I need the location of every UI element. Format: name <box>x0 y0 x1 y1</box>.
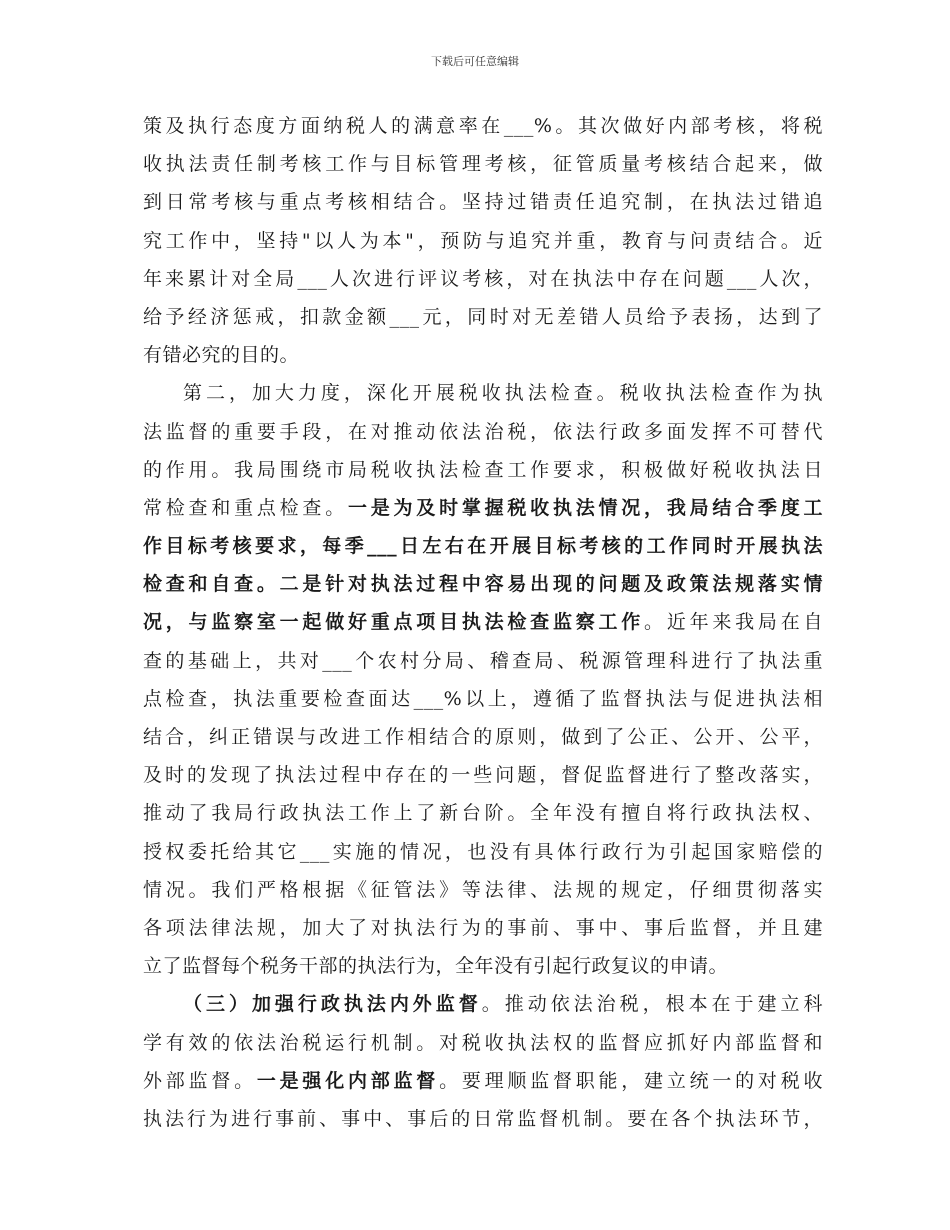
text-line <box>143 909 823 947</box>
text-segment: 收执法责任制考核工作与目标管理考核，征管质量考核结合起来，做 <box>143 153 823 176</box>
text-segment: 究工作中，坚持"以人为本"，预防与追究并重，教育与问责结合。近 <box>143 229 823 252</box>
text-line <box>143 260 823 298</box>
text-line <box>143 451 823 489</box>
text-line <box>143 1100 823 1138</box>
text-line <box>143 374 823 412</box>
text-line <box>143 603 823 641</box>
text-line <box>143 183 823 221</box>
text-segment: 及时的发现了执法过程中存在的一些问题，督促监督进行了整改落实， <box>143 764 823 787</box>
text-line <box>143 527 823 565</box>
text-line <box>143 718 823 756</box>
text-line <box>143 145 823 183</box>
bold-text-segment: 作目标考核要求，每季___日左右在开展目标考核的工作同时开展执法 <box>143 535 823 558</box>
text-segment: 。要理顺监督职能，建立统一的对税收 <box>439 1069 823 1092</box>
text-line <box>143 1062 823 1100</box>
bold-text-segment: 一是为及时掌握税收执法情况，我局结合季度工 <box>347 496 823 519</box>
text-segment: 结合，纠正错误与改进工作相结合的原则，做到了公正、公开、公平， <box>143 726 823 748</box>
text-line <box>143 794 823 832</box>
bold-text-segment: 检查和自查。二是针对执法过程中容易出现的问题及政策法规落实情 <box>143 573 823 596</box>
text-line <box>143 336 823 374</box>
text-segment: 策及执行态度方面纳税人的满意率在___%。其次做好内部考核，将税 <box>143 115 823 137</box>
bold-text-segment: 一是强化内部监督 <box>256 1069 440 1092</box>
text-segment: 到日常考核与重点考核相结合。坚持过错责任追究制，在执法过错追 <box>143 191 823 214</box>
document-body <box>143 107 823 1138</box>
text-line <box>143 871 823 909</box>
text-line <box>143 222 823 260</box>
text-segment: 执法行为进行事前、事中、事后的日常监督机制。要在各个执法环节， <box>143 1107 823 1130</box>
text-line <box>143 756 823 794</box>
text-line <box>143 947 823 985</box>
text-segment: 。推动依法治税，根本在于建立科 <box>481 993 823 1016</box>
text-segment: 常检查和重点检查。 <box>143 496 348 519</box>
text-segment: 各项法律法规，加大了对执法行为的事前、事中、事后监督，并且建 <box>143 916 823 939</box>
text-line <box>143 107 823 145</box>
text-line <box>143 489 823 527</box>
text-segment: 外部监督。 <box>143 1069 257 1092</box>
page-header: 下载后可任意编辑 <box>431 55 519 68</box>
text-line <box>143 680 823 718</box>
text-segment: 法监督的重要手段，在对推动依法治税，依法行政多面发挥不可替代 <box>143 420 823 443</box>
text-segment: 点检查，执法重要检查面达___%以上，遵循了监督执法与促进执法相 <box>143 687 823 710</box>
text-line <box>143 298 823 336</box>
text-segment: 推动了我局行政执法工作上了新台阶。全年没有擅自将行政执法权、 <box>143 802 823 825</box>
bold-text-segment: 况，与监察室一起做好重点项目执法检查监察工作 <box>143 611 645 634</box>
text-segment: 学有效的依法治税运行机制。对税收执法权的监督应抓好内部监督和 <box>143 1031 823 1054</box>
text-segment: 授权委托给其它___实施的情况，也没有具体行政行为引起国家赔偿的 <box>143 840 823 863</box>
text-segment: 查的基础上，共对___个农村分局、稽查局、税源管理科进行了执法重 <box>143 649 823 672</box>
text-line <box>143 565 823 603</box>
text-segment: 给予经济惩戒，扣款金额___元，同时对无差错人员给予表扬，达到了 <box>143 305 823 328</box>
text-line <box>143 833 823 871</box>
bold-text-segment: （三）加强行政执法内外监督 <box>183 993 482 1016</box>
text-line <box>143 642 823 680</box>
text-line <box>143 985 823 1023</box>
text-segment: 第二，加大力度，深化开展税收执法检查。税收执法检查作为执 <box>183 382 823 405</box>
text-line <box>143 1024 823 1062</box>
text-segment: 的作用。我局围绕市局税收执法检查工作要求，积极做好税收执法日 <box>143 458 823 481</box>
text-line <box>143 413 823 451</box>
text-segment: 立了监督每个税务干部的执法行为，全年没有引起行政复议的申请。 <box>143 955 729 978</box>
text-segment: 。近年来我局在自 <box>644 611 823 634</box>
text-segment: 情况。我们严格根据《征管法》等法律、法规的规定，仔细贯彻落实 <box>143 878 823 901</box>
text-segment: 年来累计对全局___人次进行评议考核，对在执法中存在问题___人次， <box>143 267 823 290</box>
text-segment: 有错必究的目的。 <box>143 344 300 367</box>
